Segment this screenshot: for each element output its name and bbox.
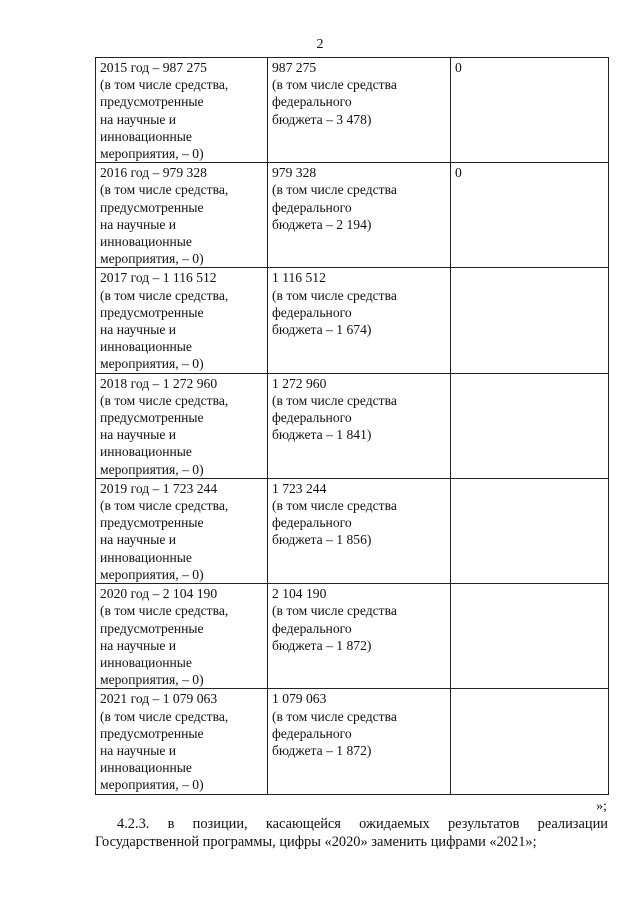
cell-line: предусмотренные <box>100 304 204 320</box>
cell-line: мероприятия, – 0) <box>100 461 204 477</box>
value-cell <box>451 478 609 583</box>
budget-table <box>95 57 609 795</box>
cell-line: федерального <box>272 199 352 215</box>
cell-line: предусмотренные <box>100 199 204 215</box>
cell-line: (в том числе средства, <box>100 287 229 303</box>
cell-line: мероприятия, – 0) <box>100 672 204 688</box>
cell-line: (в том числе средства <box>272 287 397 303</box>
cell-line: 2018 год – 1 272 960 <box>100 375 218 391</box>
year-total-cell <box>96 478 268 583</box>
cell-line: (в том числе средства <box>272 77 397 93</box>
cell-line: 2020 год – 2 104 190 <box>100 586 218 602</box>
table-row <box>96 373 609 478</box>
cell-line: инновационные <box>100 760 192 776</box>
cell-line: инновационные <box>100 549 192 565</box>
cell-line: мероприятия, – 0) <box>100 566 204 582</box>
cell-line: (в том числе средства <box>272 603 397 619</box>
cell-line: предусмотренные <box>100 620 204 636</box>
amendment-line-2: Государственной программы, цифры «2020» заменить цифрами «2021»; <box>95 834 537 850</box>
cell-line: (в том числе средства, <box>100 77 229 93</box>
cell-line: 987 275 <box>272 60 317 75</box>
cell-line: 2016 год – 979 328 <box>100 165 207 181</box>
funding-cell <box>268 584 451 689</box>
year-total-cell <box>96 373 268 478</box>
cell-line: (в том числе средства, <box>100 708 229 724</box>
funding-cell <box>268 478 451 583</box>
cell-line: 979 328 <box>272 165 317 181</box>
cell-line: 1 116 512 <box>272 270 326 286</box>
cell-line: бюджета – 3 478) <box>272 111 372 127</box>
cell-line: инновационные <box>100 234 192 250</box>
table-row <box>96 584 609 689</box>
closing-quote-mark: »; <box>596 799 607 814</box>
funding-cell <box>268 373 451 478</box>
cell-line: бюджета – 1 841) <box>272 427 372 443</box>
year-total-cell <box>96 689 268 794</box>
cell-line: на научные и <box>100 637 177 653</box>
cell-line: мероприятия, – 0) <box>100 251 204 267</box>
funding-cell <box>268 689 451 794</box>
funding-cell <box>268 268 451 373</box>
cell-line: (в том числе средства, <box>100 498 229 514</box>
cell-line: 1 272 960 <box>272 375 327 391</box>
cell-line: федерального <box>272 620 352 636</box>
cell-line: бюджета – 2 194) <box>272 216 372 232</box>
cell-line: на научные и <box>100 322 177 338</box>
cell-line: инновационные <box>100 444 192 460</box>
cell-line: 2015 год – 987 275 <box>100 60 207 75</box>
table-row <box>96 478 609 583</box>
value-cell <box>451 373 609 478</box>
cell-line: (в том числе средства <box>272 498 397 514</box>
cell-line: 2017 год – 1 116 512 <box>100 270 217 286</box>
cell-line: федерального <box>272 515 352 531</box>
year-total-cell <box>96 163 268 268</box>
cell-line: предусмотренные <box>100 410 204 426</box>
cell-line: 1 723 244 <box>272 480 327 496</box>
cell-line: мероприятия, – 0) <box>100 356 204 372</box>
cell-line: на научные и <box>100 216 177 232</box>
value-cell <box>451 163 609 268</box>
cell-line: инновационные <box>100 128 192 144</box>
value-cell <box>451 58 609 163</box>
cell-line: инновационные <box>100 339 192 355</box>
amendment-paragraph <box>95 815 608 851</box>
table-row <box>96 163 609 268</box>
cell-line: на научные и <box>100 742 177 758</box>
cell-line: бюджета – 1 872) <box>272 742 372 758</box>
cell-line: бюджета – 1 872) <box>272 637 372 653</box>
cell-line: 1 079 063 <box>272 691 327 707</box>
cell-line: (в том числе средства, <box>100 182 229 198</box>
cell-line: инновационные <box>100 654 192 670</box>
page-number: 2 <box>316 37 324 52</box>
cell-line: 2021 год – 1 079 063 <box>100 691 218 707</box>
value-cell <box>451 584 609 689</box>
year-total-cell <box>96 58 268 163</box>
cell-line: мероприятия, – 0) <box>100 146 204 162</box>
funding-cell <box>268 58 451 163</box>
value-cell <box>451 268 609 373</box>
year-total-cell <box>96 584 268 689</box>
cell-line: на научные и <box>100 532 177 548</box>
cell-line: на научные и <box>100 111 177 127</box>
cell-line: мероприятия, – 0) <box>100 777 204 793</box>
table-row <box>96 268 609 373</box>
cell-line: предусмотренные <box>100 515 204 531</box>
cell-line: на научные и <box>100 427 177 443</box>
cell-line: федерального <box>272 725 352 741</box>
cell-line: бюджета – 1 856) <box>272 532 372 548</box>
cell-line: 2019 год – 1 723 244 <box>100 480 218 496</box>
cell-line: (в том числе средства <box>272 392 397 408</box>
budget-table-body <box>96 58 609 795</box>
cell-line: (в том числе средства <box>272 708 397 724</box>
table-row <box>96 58 609 163</box>
cell-line: 0 <box>455 165 462 181</box>
value-cell <box>451 689 609 794</box>
amendment-line-1: 4.2.3. в позиции, касающейся ожидаемых результатов реализации <box>117 816 608 832</box>
cell-line: предусмотренные <box>100 94 204 110</box>
cell-line: 2 104 190 <box>272 586 327 602</box>
cell-line: бюджета – 1 674) <box>272 322 372 338</box>
funding-cell <box>268 163 451 268</box>
cell-line: (в том числе средства, <box>100 603 229 619</box>
table-row <box>96 689 609 794</box>
cell-line: 0 <box>455 60 462 75</box>
cell-line: федерального <box>272 94 352 110</box>
cell-line: (в том числе средства, <box>100 392 229 408</box>
cell-line: федерального <box>272 410 352 426</box>
cell-line: федерального <box>272 304 352 320</box>
cell-line: (в том числе средства <box>272 182 397 198</box>
cell-line: предусмотренные <box>100 725 204 741</box>
year-total-cell <box>96 268 268 373</box>
